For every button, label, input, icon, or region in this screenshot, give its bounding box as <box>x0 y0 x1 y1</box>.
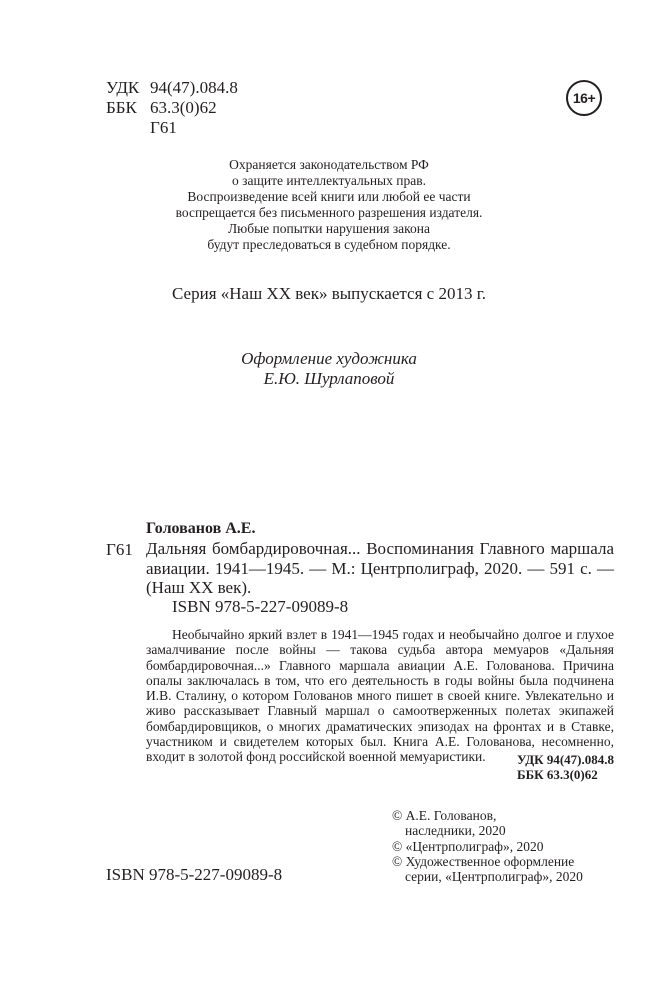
classification-codes <box>106 78 238 138</box>
copyright-holder-line: © Художественное оформление <box>392 853 575 869</box>
bbk-row <box>106 98 238 118</box>
copyright-holder-line: серии, «Центрполиграф», 2020 <box>405 869 583 885</box>
copyright-line: воспрещается без письменного разрешения издателя. <box>175 205 483 220</box>
copyright-line: Охраняется законодательством РФ <box>229 157 429 172</box>
bbk-label: ББК <box>106 98 137 117</box>
age-rating-badge: 16+ <box>566 80 602 116</box>
footer-bbk: ББК 63.3(0)62 <box>516 767 598 782</box>
udk-row <box>106 78 238 98</box>
author-mark: Г61 <box>150 118 177 137</box>
udk-value: 94(47).084.8 <box>150 78 238 97</box>
design-credit-role: Оформление художника <box>241 349 417 368</box>
copyright-holder-line: © А.Е. Голованов, <box>392 808 497 823</box>
copyright-holders <box>392 808 583 884</box>
copyright-line: будут преследоваться в судебном порядке. <box>207 237 451 252</box>
isbn-bottom: ISBN 978-5-227-09089-8 <box>106 865 283 884</box>
footer-codes <box>517 752 614 782</box>
bbk-value: 63.3(0)62 <box>150 98 217 117</box>
copyright-line: о защите интеллектуальных прав. <box>232 173 426 188</box>
footer-udk: УДК 94(47).084.8 <box>516 752 614 767</box>
isbn-main: ISBN 978-5-227-09089-8 <box>172 597 349 616</box>
design-credit <box>0 349 658 389</box>
copyright-holder-line: © «Центрполиграф», 2020 <box>392 838 544 854</box>
copyright-holder-line: наследники, 2020 <box>405 823 506 839</box>
bibliographic-description: Дальняя бомбардировочная... Воспоминания Главного маршала авиации. 1941—1945. — М.: Центрполиграф, 2020. — 591 с. — (Наш XX век). <box>146 539 614 597</box>
copyright-notice <box>0 157 658 253</box>
series-note: Серия «Наш XX век» выпускается с 2013 г. <box>172 284 486 303</box>
copyright-line: Воспроизведение всей книги или любой ее части <box>187 189 471 204</box>
copyright-line: Любые попытки нарушения закона <box>228 221 430 236</box>
udk-label: УДК <box>106 78 140 97</box>
author-mark-row <box>106 118 238 138</box>
design-credit-name: Е.Ю. Шурлаповой <box>263 369 395 388</box>
bibliographic-mark: Г61 <box>106 540 133 559</box>
annotation: Необычайно яркий взлет в 1941—1945 годах и необычайно долгое и глухое замалчивание после войны — такова судьба автора мемуаров «Дальняя бомбардировочная...» Главного маршала авиации А.Е. Голованова. Причина опалы заключалась в том, что его деятельность в годы войны была подчинена И.В. Сталину, о котором Голованов много пишет в своей книге. Увлекательно и живо рассказывает Главный маршал о самоотверженных полетах экипажей бомбардировщиков, о многих драматических эпизодах на фронтах и в Ставке, участником и свидетелем которых был. Книга А.Е. Голованова, несомненно, входит в золотой фонд российской военной мемуаристики. <box>146 627 614 765</box>
author-heading: Голованов А.Е. <box>146 520 256 537</box>
